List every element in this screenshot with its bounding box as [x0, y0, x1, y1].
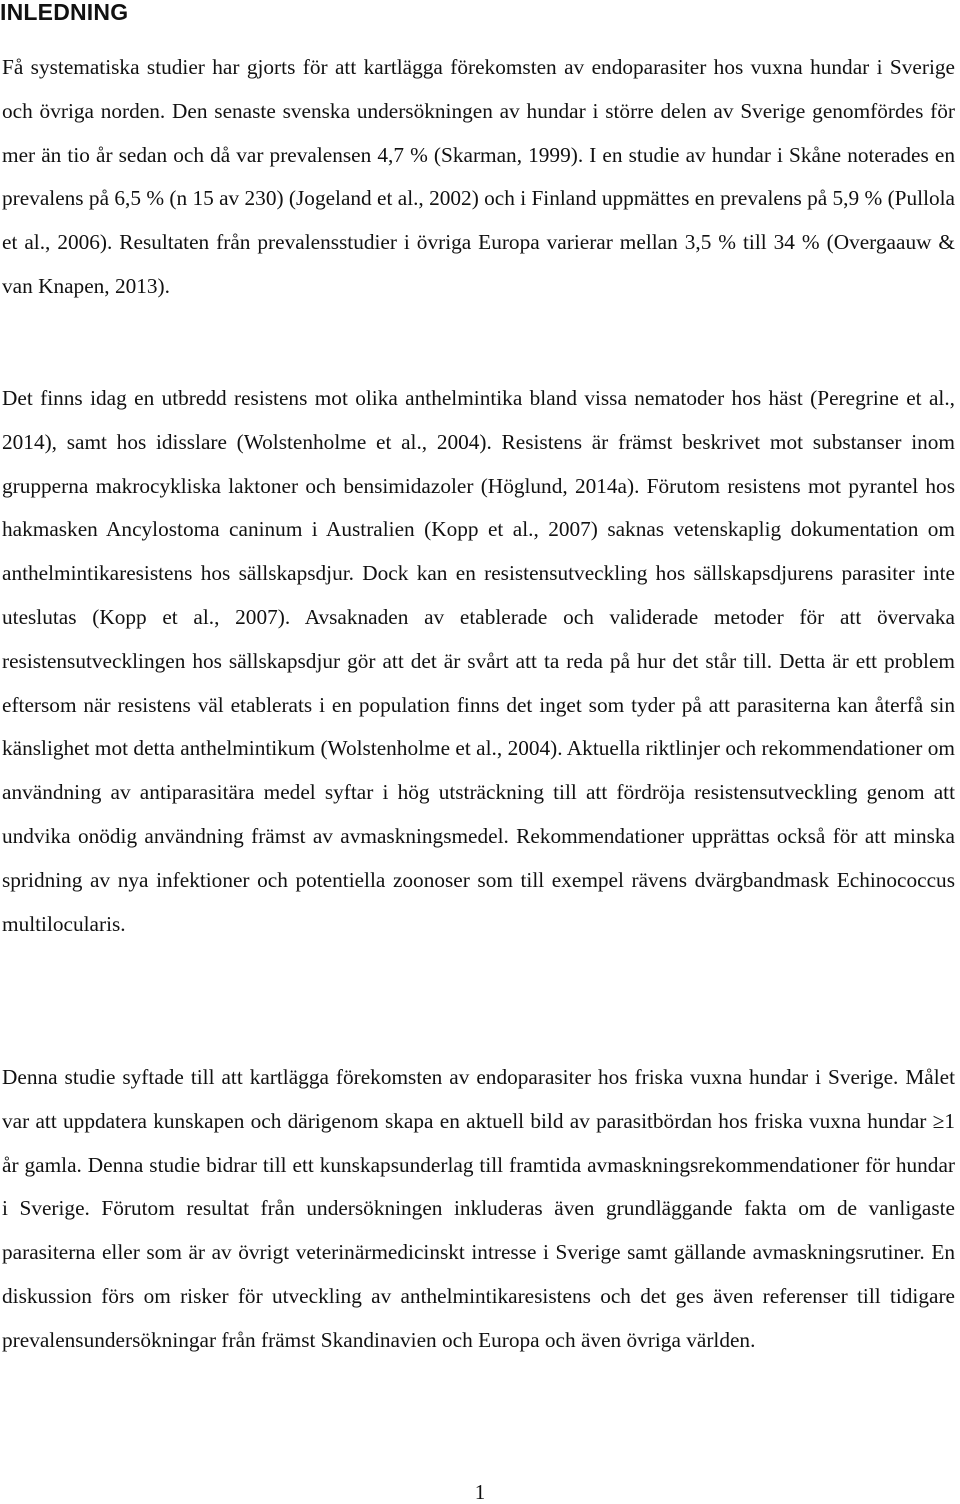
paragraph-prevalence: Få systematiska studier har gjorts för att kartlägga förekomsten av endoparasiter hos vuxna hundar i Sverige och övriga norden. Den senaste svenska undersökningen av hundar i större delen av Sverige genomfördes för mer än tio år sedan och då var prevalensen 4,7 % (Skarman, 1999). I en studie av hundar i Skåne noterades en prevalens på 6,5 % (n 15 av 230) (Jogeland et al., 2002) och i Finland uppmättes en prevalens på 5,9 % (Pullola et al., 2006). Resultaten från prevalensstudier i övriga Europa varierar mellan 3,5 % till 34 % (Overgaauw & van Knapen, 2013).	[2, 55, 955, 298]
section-heading: INLEDNING	[0, 0, 129, 25]
paragraph-resistance: Det finns idag en utbredd resistens mot olika anthelmintika bland vissa nematoder hos häst (Peregrine et al., 2014), samt hos idisslare (Wolstenholme et al., 2004). Resistens är främst beskrivet mot substanser inom grupperna makrocykliska laktoner och bensimidazoler (Höglund, 2014a). Förutom resistens mot pyrantel hos hakmasken Ancylostoma caninum i Australien (Kopp et al., 2007) saknas vetenskaplig dokumentation om anthelmintikaresistens hos sällskapsdjur. Dock kan en resistensutveckling hos sällskapsdjurens parasiter inte uteslutas (Kopp et al., 2007). Avsaknaden av etablerade och validerade metoder för att övervaka resistensutvecklingen hos sällskapsdjur gör att det är svårt att ta reda på hur det står till. Detta är ett problem eftersom när resistens väl etablerats i en population finns det inget som tyder på att parasiterna kan återfå sin känslighet mot detta anthelmintikum (Wolstenholme et al., 2004). Aktuella riktlinjer och rekommendationer om användning av antiparasitära medel syftar i hög utsträckning till att fördröja resistensutveckling genom att undvika onödig användning främst av avmaskningsmedel. Rekommendationer upprättas också för att minska spridning av nya infektioner och potentiella zoonoser som till exempel rävens dvärgbandmask Echinococcus multilocularis.	[2, 386, 955, 936]
page-number: 1	[474, 1480, 486, 1504]
paragraph-study-aim: Denna studie syftade till att kartlägga förekomsten av endoparasiter hos friska vuxna hundar i Sverige. Målet var att uppdatera kunskapen och därigenom skapa en aktuell bild av parasitbördan hos friska vuxna hundar ≥1 år gamla. Denna studie bidrar till ett kunskapsunderlag till framtida avmaskningsrekommendationer för hundar i Sverige. Förutom resultat från undersökningen inkluderas även grundläggande fakta om de vanligaste parasiterna eller som är av övrigt veterinärmedicinskt intresse i Sverige samt gällande avmaskningsrutiner. En diskussion förs om risker för utveckling av anthelmintikaresistens och det ges även referenser till tidigare prevalensundersökningar från främst Skandinavien och Europa och även övriga världen.	[2, 1065, 955, 1352]
